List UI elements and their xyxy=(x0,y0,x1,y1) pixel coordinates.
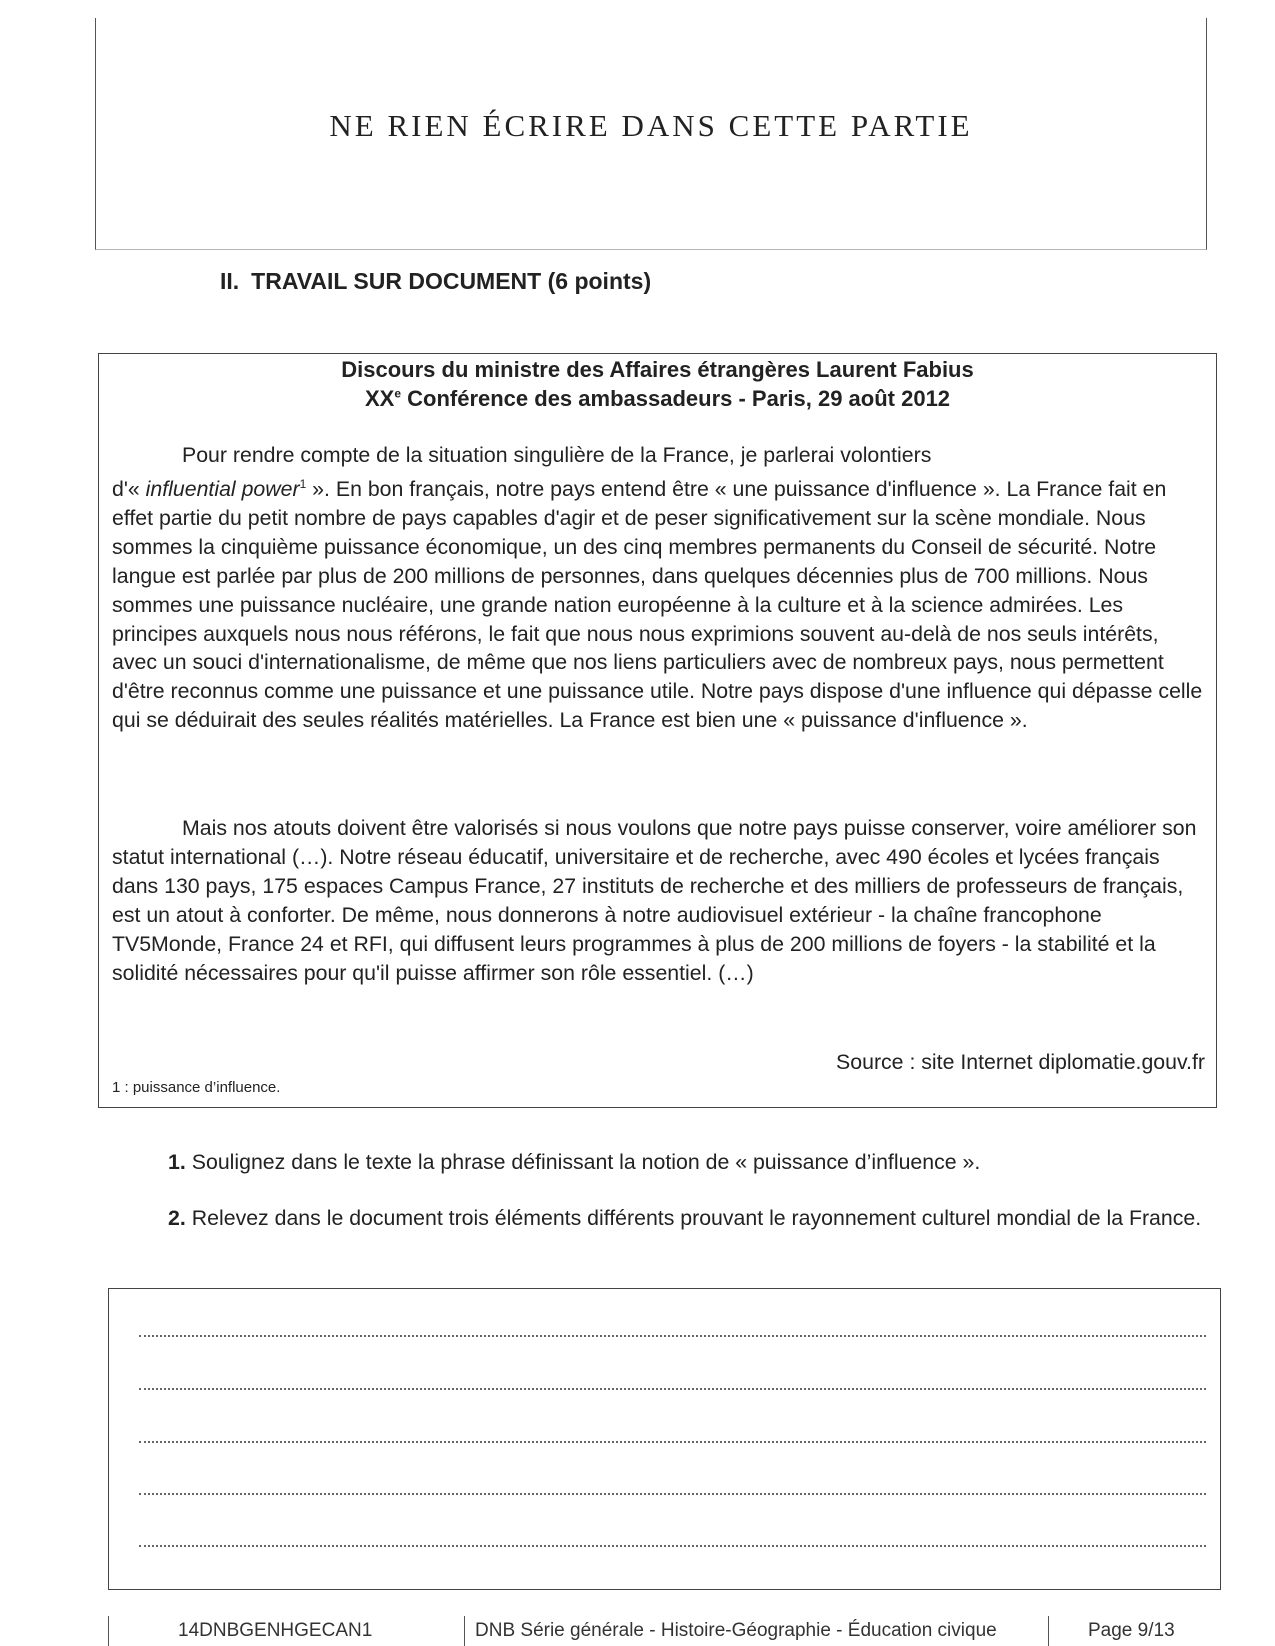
question-2-text: Relevez dans le document trois éléments différents prouvant le rayonnement culturel mondial de la France. xyxy=(191,1206,1202,1230)
paragraph-1-italic-term: influential power xyxy=(145,477,300,501)
footer-separator xyxy=(464,1616,465,1646)
footnote-reference: 1 xyxy=(299,476,307,491)
question-2-number: 2. xyxy=(168,1206,186,1230)
document-subtitle xyxy=(99,386,1216,412)
footer-exam-title: DNB Série générale - Histoire-Géographie - Éducation civique xyxy=(475,1620,997,1641)
document-box xyxy=(98,353,1217,1108)
question-1-text: Soulignez dans le texte la phrase définissant la notion de « puissance d’influence ». xyxy=(191,1150,981,1174)
paragraph-1-first-line: Pour rendre compte de la situation singulière de la France, je parlerai volontiers xyxy=(182,443,932,467)
paragraph-1-body: ». En bon français, notre pays entend être « une puissance d'influence ». La France fait en effet partie du petit nombre de pays capables d'agir et de peser significativement sur la scène mondiale. Nous sommes la cinquième puissance économique, un des cinq membres permanents du Conseil de sécurité. Notre langue est parlée par plus de 200 millions de personnes, dans quelques décennies plus de 700 millions. Nous sommes une puissance nucléaire, une grande nation européenne à la culture et à la science admirées. Les principes auxquels nous nous référons, le fait que nous nous exprimions souvent au-delà de nos seuls intérêts, avec un souci d'internationalisme, de même que nos liens particuliers avec de nombreux pays, nous permettent d'être reconnus comme une puissance et une puissance utile. Notre pays dispose d'une influence qui dépasse celle qui se déduirait des seules réalités matérielles. La France est bien une « puissance d'influence ». xyxy=(112,477,1203,733)
answer-line-5[interactable] xyxy=(139,1545,1206,1547)
document-source: Source : site Internet diplomatie.gouv.fr xyxy=(836,1050,1205,1074)
footer-separator xyxy=(1048,1616,1049,1646)
footer-page-number: Page 9/13 xyxy=(1088,1620,1175,1641)
question-2 xyxy=(110,1204,1208,1233)
document-title: Discours du ministre des Affaires étrangères Laurent Fabius xyxy=(341,357,974,382)
document-paragraph-1 xyxy=(112,441,1207,735)
answer-line-4[interactable] xyxy=(139,1493,1206,1495)
section-number: II. xyxy=(220,268,240,294)
document-footnote: 1 : puissance d’influence. xyxy=(112,1079,281,1096)
footer-exam-code: 14DNBGENHGECAN1 xyxy=(178,1620,373,1641)
footer-separator xyxy=(108,1616,109,1646)
section-heading xyxy=(220,268,651,295)
reserved-area-title: NE RIEN ÉCRIRE DANS CETTE PARTIE xyxy=(329,108,973,143)
page-footer xyxy=(108,1616,1208,1646)
answer-line-3[interactable] xyxy=(139,1441,1206,1443)
answer-line-1[interactable] xyxy=(139,1335,1206,1337)
answer-line-2[interactable] xyxy=(139,1388,1206,1390)
section-title: TRAVAIL SUR DOCUMENT (6 points) xyxy=(251,268,652,294)
document-paragraph-2 xyxy=(112,814,1207,987)
answer-box[interactable] xyxy=(108,1288,1221,1590)
question-1-number: 1. xyxy=(168,1150,186,1174)
subtitle-superscript: e xyxy=(394,386,401,401)
paragraph-2-body: Mais nos atouts doivent être valorisés si nous voulons que notre pays puisse conserver, voire améliorer son statut international (…). Notre réseau éducatif, universitaire et de recherche, avec 490 écoles et lycées français dans 130 pays, 175 espaces Campus France, 27 instituts de recherche et des milliers de professeurs de français, est un atout à conforter. De même, nous donnerons à notre audiovisuel extérieur - la chaîne francophone TV5Monde, France 24 et RFI, qui diffusent leurs programmes à plus de 200 millions de foyers - la stabilité et la solidité nécessaires pour qu'il puisse affirmer son rôle essentiel. (…) xyxy=(112,816,1197,985)
paragraph-1-quote-open: d'« xyxy=(112,477,146,501)
question-1 xyxy=(110,1148,1208,1177)
subtitle-rest: Conférence des ambassadeurs - Paris, 29 août 2012 xyxy=(401,386,951,411)
subtitle-prefix: XX xyxy=(364,386,395,411)
